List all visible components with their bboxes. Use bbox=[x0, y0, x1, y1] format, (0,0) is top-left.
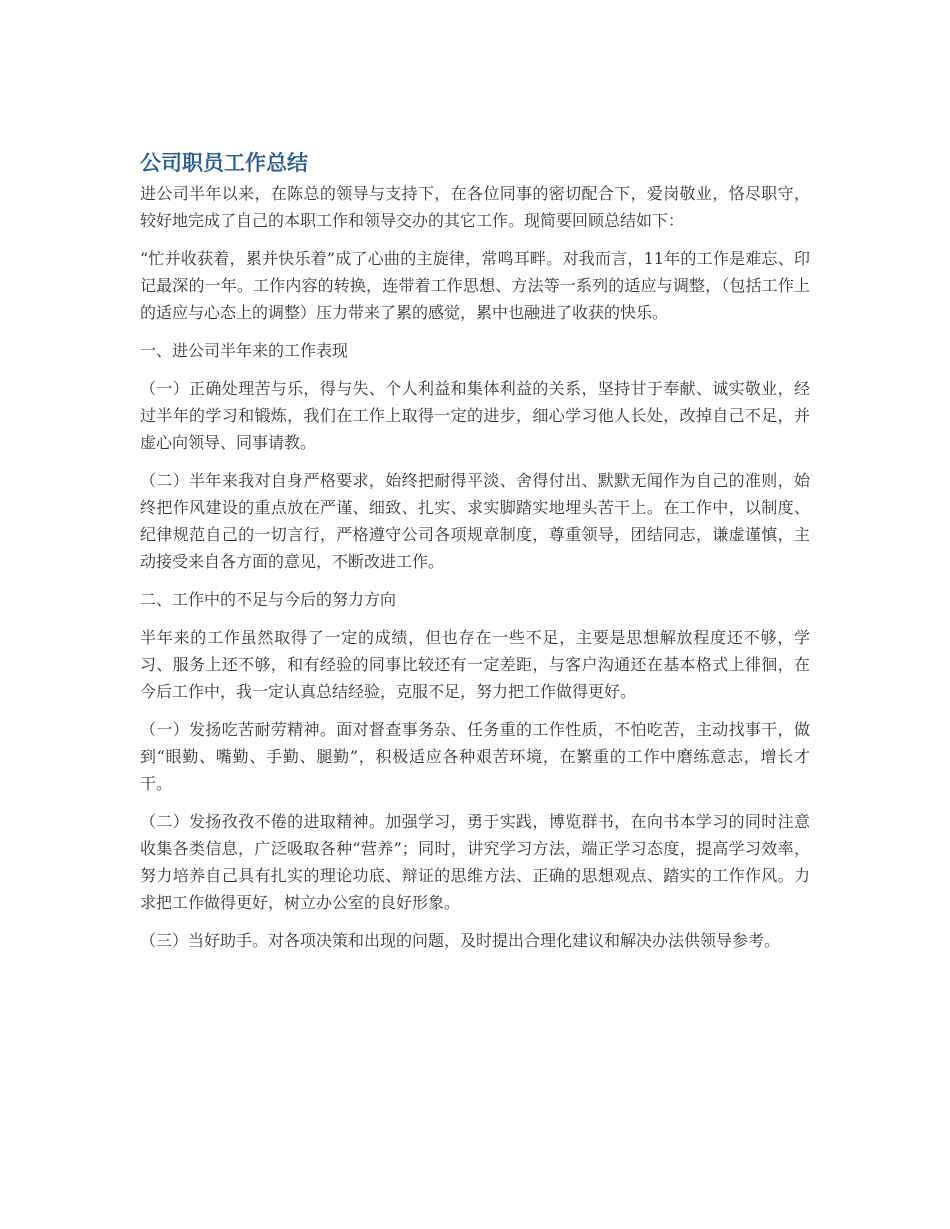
improvement-item-2: （二）发扬孜孜不倦的进取精神。加强学习，勇于实践，博览群书，在向书本学习的同时注意收集各类信息，广泛吸取各种“营养”；同时，讲究学习方法，端正学习态度，提高学习效率，努力培养自己具有扎实的理论功底、辩证的思维方法、正确的思想观点、踏实的工作作风。力求把工作做得更好，树立办公室的良好形象。 bbox=[140, 812, 810, 912]
document-body bbox=[140, 148, 810, 965]
section-heading-improvement: 二、工作中的不足与今后的努力方向 bbox=[140, 590, 397, 609]
intro-paragraph: 进公司半年以来，在陈总的领导与支持下，在各位同事的密切配合下，爱岗敬业，恪尽职守，较好地完成了自己的本职工作和领导交办的其它工作。现简要回顾总结如下： bbox=[140, 184, 810, 230]
performance-item-1: （一）正确处理苦与乐，得与失、个人利益和集体利益的关系，坚持甘于奉献、诚实敬业，经过半年的学习和锻炼，我们在工作上取得一定的进步，细心学习他人长处，改掉自己不足，并虚心向领导、同事请教。 bbox=[140, 379, 810, 452]
improvement-item-1: （一）发扬吃苦耐劳精神。面对督查事务杂、任务重的工作性质，不怕吃苦，主动找事干，做到“眼勤、嘴勤、手勤、腿勤”，积极适应各种艰苦环境，在繁重的工作中磨练意志，增长才干。 bbox=[140, 720, 810, 793]
improvement-intro-paragraph: 半年来的工作虽然取得了一定的成绩，但也存在一些不足，主要是思想解放程度还不够，学习、服务上还不够，和有经验的同事比较还有一定差距，与客户沟通还在基本格式上徘徊，在今后工作中，我一定认真总结经验，克服不足，努力把工作做得更好。 bbox=[140, 628, 810, 701]
section-heading-performance: 一、进公司半年来的工作表现 bbox=[140, 341, 349, 360]
document-title: 公司职员工作总结 bbox=[140, 151, 308, 175]
performance-item-2: （二）半年来我对自身严格要求，始终把耐得平淡、舍得付出、默默无闻作为自己的准则，始终把作风建设的重点放在严谨、细致、扎实、求实脚踏实地埋头苦干上。在工作中，以制度、纪律规范自己的一切言行，严格遵守公司各项规章制度，尊重领导，团结同志，谦虚谨慎，主动接受来自各方面的意见，不断改进工作。 bbox=[140, 471, 810, 571]
summary-paragraph: “忙并收获着，累并快乐着”成了心曲的主旋律，常鸣耳畔。对我而言，11年的工作是难忘、印记最深的一年。工作内容的转换，连带着工作思想、方法等一系列的适应与调整，（包括工作上的适应与心态上的调整）压力带来了累的感觉，累中也融进了收获的快乐。 bbox=[140, 249, 810, 322]
improvement-item-3: （三）当好助手。对各项决策和出现的问题，及时提出合理化建议和解决办法供领导参考。 bbox=[140, 931, 781, 950]
